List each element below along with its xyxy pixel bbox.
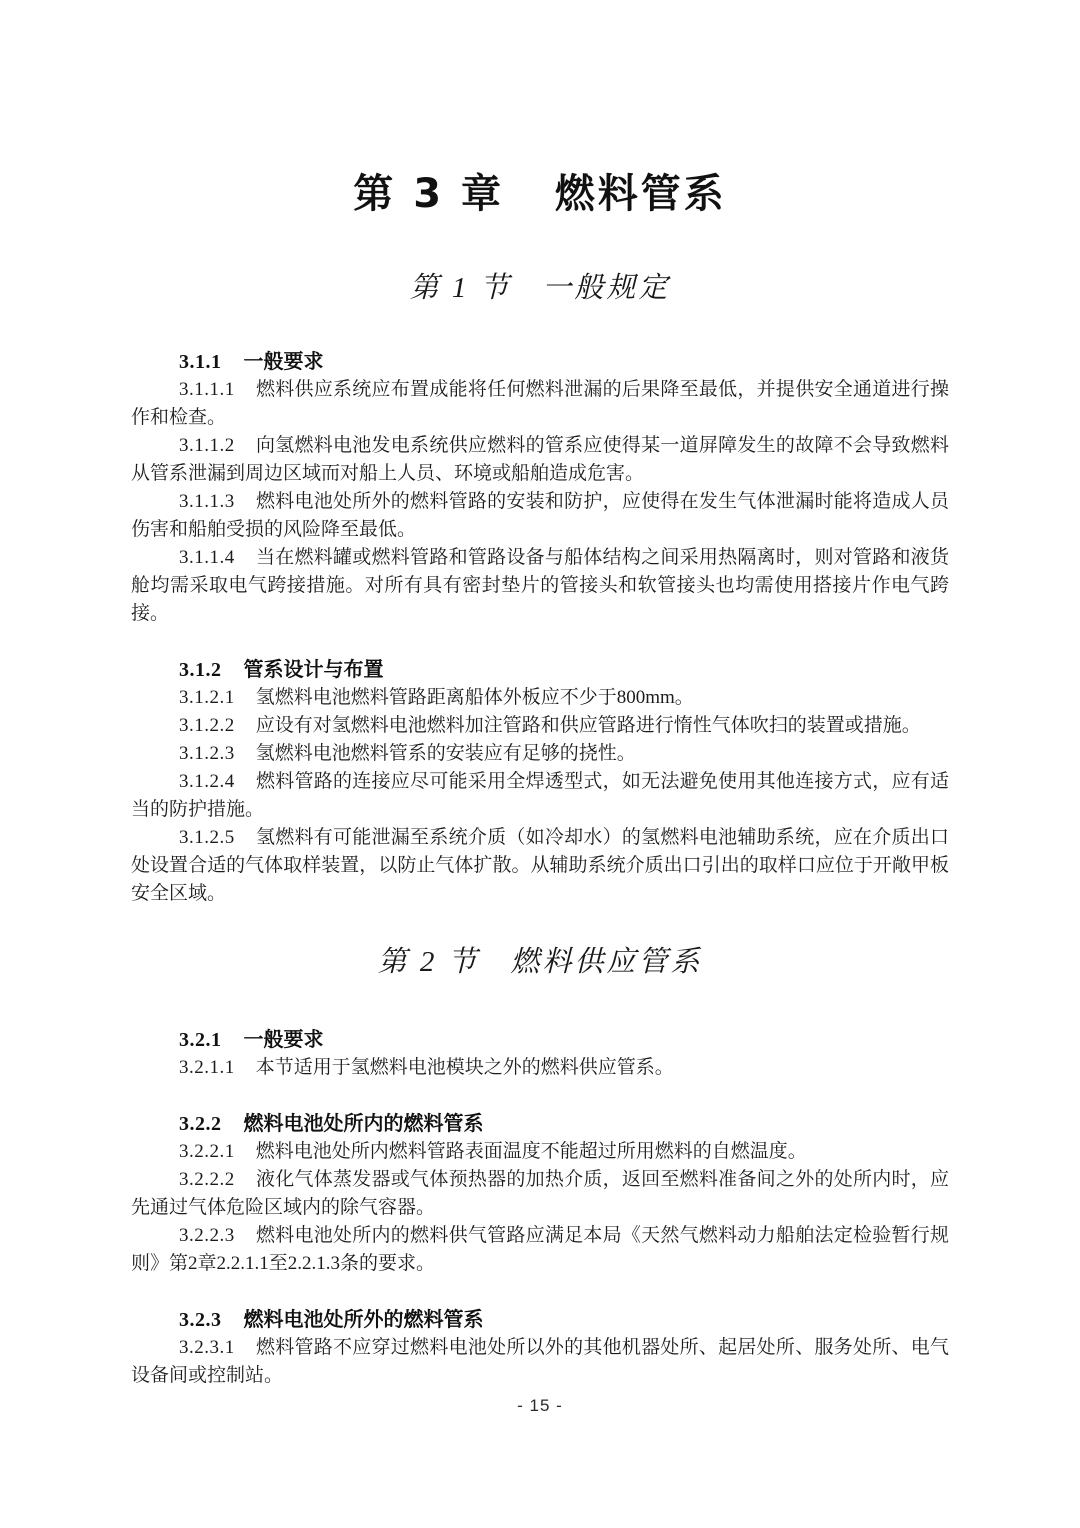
subsection-title: 管系设计与布置 (243, 659, 384, 681)
clause-text: 液化气体蒸发器或气体预热器的加热介质，返回至燃料准备间之外的处所内时，应先通过气体危险区域内的除气容器。 (131, 1169, 949, 1218)
clause-3-1-1-4 (131, 544, 949, 628)
clause-3-2-3-1 (131, 1334, 949, 1390)
clause-number: 3.1.2.5 (179, 827, 235, 848)
clause-text: 燃料电池处所内的燃料供气管路应满足本局《天然气燃料动力船舶法定检验暂行规则》第2章2.2.1.1至2.2.1.3条的要求。 (131, 1225, 949, 1274)
clause-number: 3.2.3.1 (179, 1337, 235, 1358)
clause-text: 燃料电池处所外的燃料管路的安装和防护，应使得在发生气体泄漏时能将造成人员伤害和船舶受损的风险降至最低。 (131, 491, 949, 540)
subsection-heading-3-2-1 (131, 1026, 949, 1054)
subsection-title: 燃料电池处所内的燃料管系 (243, 1113, 484, 1135)
clause-number: 3.1.2.2 (179, 715, 235, 736)
clause-number: 3.1.1.3 (179, 491, 235, 512)
clause-3-1-2-2 (131, 712, 949, 740)
subsection-number: 3.1.1 (179, 351, 222, 373)
subsection-title: 燃料电池处所外的燃料管系 (243, 1309, 484, 1331)
clause-text: 氢燃料电池燃料管路距离船体外板应不少于800mm。 (255, 687, 694, 708)
clause-number: 3.2.1.1 (179, 1057, 235, 1078)
clause-text: 燃料电池处所内燃料管路表面温度不能超过所用燃料的自燃温度。 (255, 1141, 807, 1162)
clause-3-1-1-3 (131, 488, 949, 544)
clause-3-2-2-2 (131, 1166, 949, 1222)
subsection-heading-3-2-2 (131, 1110, 949, 1138)
clause-3-1-2-3 (131, 740, 949, 768)
clause-3-1-1-1 (131, 376, 949, 432)
section-1-title: 第 1 节 一般规定 (409, 272, 671, 304)
clause-number: 3.1.2.1 (179, 687, 235, 708)
clause-3-2-1-1 (131, 1054, 949, 1082)
clause-text: 氢燃料电池燃料管系的安装应有足够的挠性。 (255, 743, 636, 764)
clause-3-2-2-1 (131, 1138, 949, 1166)
clause-number: 3.2.2.1 (179, 1141, 235, 1162)
clause-text: 氢燃料有可能泄漏至系统介质（如冷却水）的氢燃料电池辅助系统，应在介质出口处设置合适的气体取样装置，以防止气体扩散。从辅助系统介质出口引出的取样口应位于开敞甲板安全区域。 (131, 827, 949, 904)
clause-3-2-2-3 (131, 1222, 949, 1278)
subsection-number: 3.2.3 (179, 1309, 222, 1331)
clause-3-1-2-1 (131, 684, 949, 712)
section-2-title: 第 2 节 燃料供应管系 (377, 946, 703, 978)
clause-3-1-2-4 (131, 768, 949, 824)
subsection-title: 一般要求 (243, 351, 324, 373)
clause-3-1-2-5 (131, 824, 949, 908)
subsection-heading-3-1-2 (131, 656, 949, 684)
clause-number: 3.1.1.1 (179, 379, 235, 400)
clause-number: 3.1.2.3 (179, 743, 235, 764)
subsection-number: 3.1.2 (179, 659, 222, 681)
subsection-number: 3.2.1 (179, 1029, 222, 1051)
clause-text: 本节适用于氢燃料电池模块之外的燃料供应管系。 (255, 1057, 674, 1078)
subsection-title: 一般要求 (243, 1029, 324, 1051)
subsection-heading-3-1-1 (131, 348, 949, 376)
clause-number: 3.1.1.4 (179, 547, 235, 568)
clause-text: 燃料管路的连接应尽可能采用全焊透型式，如无法避免使用其他连接方式，应有适当的防护措施。 (131, 771, 949, 820)
subsection-number: 3.2.2 (179, 1113, 222, 1135)
clause-text: 应设有对氢燃料电池燃料加注管路和供应管路进行惰性气体吹扫的装置或措施。 (255, 715, 921, 736)
page-number: - 15 - (517, 1396, 563, 1415)
subsection-heading-3-2-3 (131, 1306, 949, 1334)
clause-number: 3.2.2.2 (179, 1169, 235, 1190)
clause-text: 燃料供应系统应布置成能将任何燃料泄漏的后果降至最低，并提供安全通道进行操作和检查。 (131, 379, 949, 428)
chapter-title: 第 3 章 燃料管系 (353, 171, 727, 217)
clause-number: 3.1.2.4 (179, 771, 235, 792)
clause-3-1-1-2 (131, 432, 949, 488)
clause-text: 燃料管路不应穿过燃料电池处所以外的其他机器处所、起居处所、服务处所、电气设备间或控制站。 (131, 1337, 949, 1386)
clause-number: 3.1.1.2 (179, 435, 235, 456)
clause-text: 当在燃料罐或燃料管路和管路设备与船体结构之间采用热隔离时，则对管路和液货舱均需采取电气跨接措施。对所有具有密封垫片的管接头和软管接头也均需使用搭接片作电气跨接。 (131, 547, 949, 624)
clause-text: 向氢燃料电池发电系统供应燃料的管系应使得某一道屏障发生的故障不会导致燃料从管系泄漏到周边区域而对船上人员、环境或船舶造成危害。 (131, 435, 949, 484)
clause-number: 3.2.2.3 (179, 1225, 235, 1246)
